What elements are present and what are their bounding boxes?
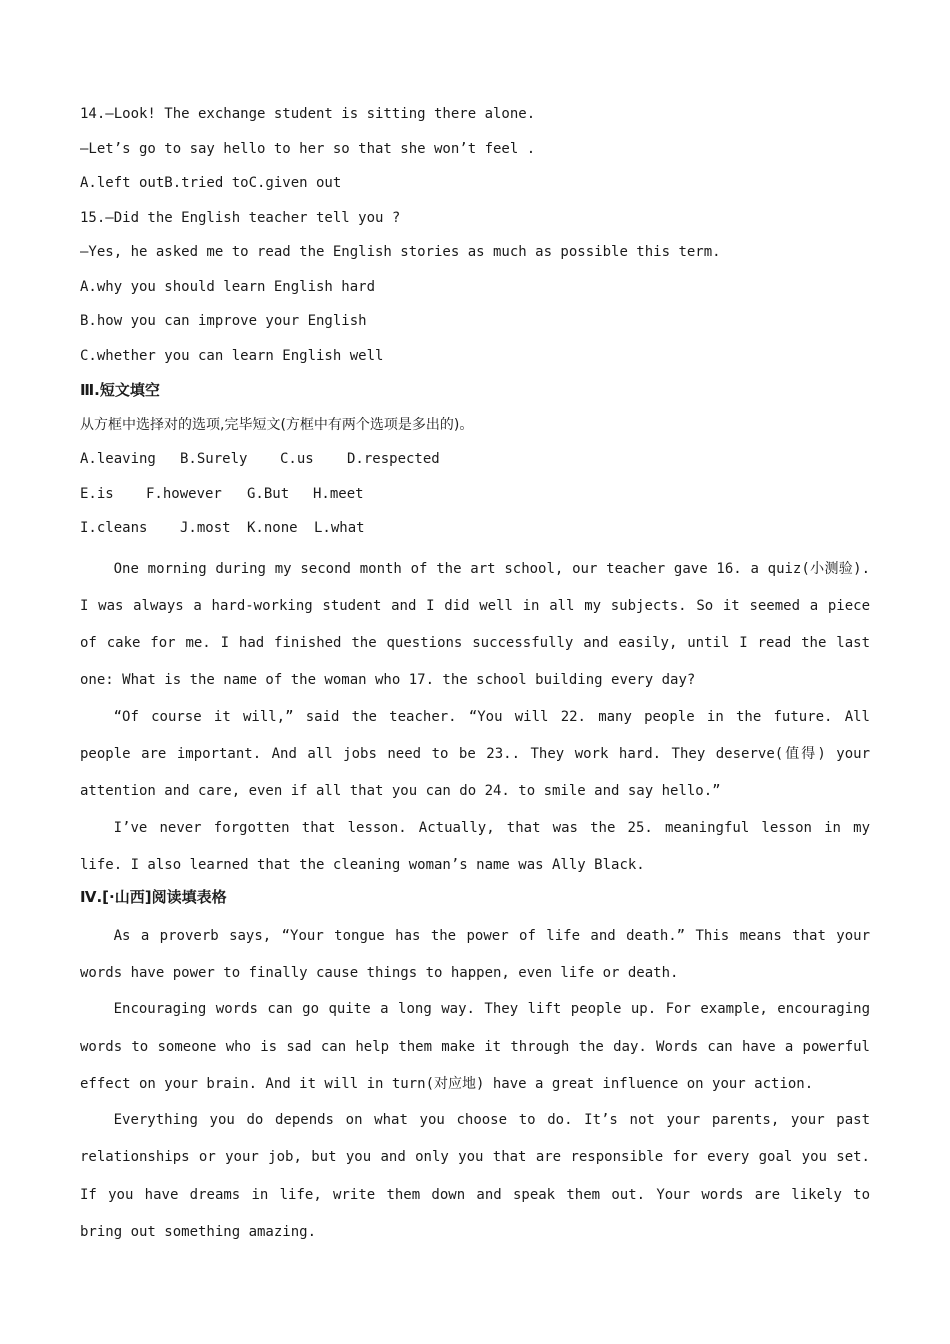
question-15-line2: —Yes, he asked me to read the English stories as much as possible this term. xyxy=(80,244,721,260)
option-box-row xyxy=(80,445,870,480)
section-4-heading: Ⅳ.[·山西]阅读填表格 xyxy=(80,888,227,907)
question-14-line2: —Let’s go to say hello to her so that she won’t feel . xyxy=(80,140,536,157)
question-15-option-b: B.how you can improve your English xyxy=(80,313,367,329)
option-item: F.however xyxy=(146,485,222,502)
document-page xyxy=(80,100,870,1248)
question-15-line1: 15.—Did the English teacher tell you ? xyxy=(80,209,401,226)
option-item: G.But xyxy=(247,485,290,502)
option-item: J.most xyxy=(180,520,231,536)
question-15-option-c: C.whether you can learn English well xyxy=(80,347,384,364)
option-item: I.cleans xyxy=(80,520,148,536)
option-item: L.what xyxy=(314,520,365,536)
passage-paragraph: One morning during my second month of the art school, our teacher gave 16. a quiz(小测验). I was always a hard-working student and I did well in all my subjects. So it seemed a piece of cake for me. I had finished the questions successfully and easily, until I read the last one: What is the name of the woman who 17. the school building every day? xyxy=(80,560,870,689)
option-item: E.is xyxy=(80,485,114,502)
passage-paragraph: Everything you do depends on what you choose to do. It’s not your parents, your past relationships or your job, but you and only you that are responsible for every goal you set. If you have dreams in life, write them down and speak them out. Your words are likely to bring out something amazing. xyxy=(80,1112,870,1241)
passage-paragraph: Encouraging words can go quite a long way. They lift people up. For example, encouraging words to someone who is sad can help them make it through the day. Words can have a powerful effect on your brain. And it will in turn(对应地) have a great influence on your action. xyxy=(80,1001,870,1092)
question-14-options: A.left outB.tried toC.given out xyxy=(80,175,342,191)
question-15-option-a: A.why you should learn English hard xyxy=(80,278,376,295)
option-box-row xyxy=(80,480,870,515)
option-item: A.leaving xyxy=(80,451,156,467)
option-item: C.us xyxy=(280,451,314,467)
passage-paragraph: “Of course it will,” said the teacher. “You will 22. many people in the future. All people are important. And all jobs need to be 23.. They work hard. They deserve(值得) your attention and care, even if all that you can do 24. to smile and say hello.” xyxy=(80,708,870,800)
option-item: D.respected xyxy=(347,451,440,467)
section-3-heading: Ⅲ.短文填空 xyxy=(80,381,160,399)
question-14-line1: 14.—Look! The exchange student is sitting there alone. xyxy=(80,106,536,122)
option-item: H.meet xyxy=(313,485,364,502)
passage-paragraph: I’ve never forgotten that lesson. Actually, that was the 25. meaningful lesson in my life. I also learned that the cleaning woman’s name was Ally Black. xyxy=(80,819,870,873)
option-item: K.none xyxy=(247,520,298,536)
passage-paragraph: As a proverb says, “Your tongue has the power of life and death.” This means that your words have power to finally cause things to happen, even life or death. xyxy=(80,927,870,981)
option-box-row xyxy=(80,514,870,549)
option-item: B.Surely xyxy=(180,451,248,467)
section-3-instruction: 从方框中选择对的选项,完毕短文(方框中有两个选项是多出的)。 xyxy=(80,416,474,433)
